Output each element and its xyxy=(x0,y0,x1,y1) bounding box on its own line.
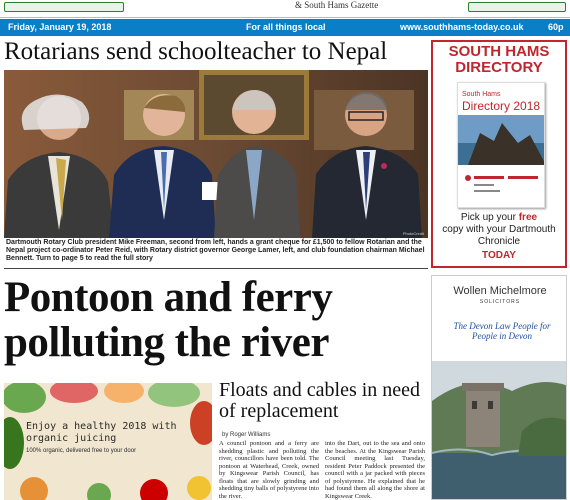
article-column-1: A council pontoon and a ferry are shedding plastic and polluting the river, councillors have been told. The pontoon at Waterhead, Creek, owned by Kingswear Parish Council, has floats that are slowly grinding and shedding tiny balls of polystyrene into the river. xyxy=(219,440,319,500)
solicitor-ad-image xyxy=(432,361,567,500)
solicitor-name: Wollen Michelmore xyxy=(453,285,547,297)
masthead-right-badge xyxy=(468,2,566,12)
directory-ad-title xyxy=(433,44,565,76)
directory-today: TODAY xyxy=(482,250,516,261)
magazine-cover-image xyxy=(458,83,545,208)
solicitor-tagline: The Devon Law People for People in Devon xyxy=(453,321,551,341)
directory-pickup-text xyxy=(433,212,565,248)
photo-credit: PhotoCredit xyxy=(402,231,424,236)
juicing-headline: Enjoy a healthy 2018 with organic juicing xyxy=(26,421,177,444)
lead-headline: Rotarians send schoolteacher to Nepal xyxy=(4,38,388,65)
main-headline: Pontoon and ferry polluting the river xyxy=(4,274,333,366)
directory-advert[interactable] xyxy=(431,40,567,268)
directory-title-line2: DIRECTORY xyxy=(455,59,543,76)
directory-title-line1: SOUTH HAMS xyxy=(448,43,550,60)
magazine-subtitle: Directory 2018 xyxy=(462,99,541,113)
photo-caption: Dartmouth Rotary Club president Mike Freeman, second from left, hands a grant cheque for £1,500 to fellow Rotarian and the Nepal project co-ordinator Peter Reid, with Rotary district governor George Lamer, left, and club foundation chairman Michael Bennett. Turn to page 5 to read the full story xyxy=(6,239,425,262)
pick-free: free xyxy=(518,212,538,223)
lead-photo-image xyxy=(4,70,428,238)
directory-magazine-cover xyxy=(457,82,545,208)
magazine-title: South Hams xyxy=(462,91,501,98)
juicing-advert[interactable] xyxy=(4,383,212,500)
section-divider xyxy=(4,268,428,269)
paper-slogan: For all things local xyxy=(246,22,326,32)
issue-date: Friday, January 19, 2018 xyxy=(8,22,112,32)
article-byline: by Roger Williams xyxy=(222,432,271,438)
solicitors-advert[interactable] xyxy=(431,275,567,500)
cover-price: 60p xyxy=(548,22,564,32)
masthead-strip xyxy=(0,0,570,18)
website-url[interactable]: www.southhams-today.co.uk xyxy=(400,22,524,32)
solicitor-subtitle: SOLICITORS xyxy=(479,299,521,305)
article-column-2: into the Dart, out to the sea and onto the beaches. At the Kingswear Parish Council meeting last Tuesday, resident Peter Paddock presented the council with a jar packed with pieces of polystyrene. He explained that he had found them all along the shore at Kingswear Creek. xyxy=(325,440,425,500)
lead-photo xyxy=(4,70,428,238)
pick-text: Pick up your xyxy=(460,212,516,223)
juicing-subline: 100% organic, delivered free to your door xyxy=(26,448,137,454)
date-bar xyxy=(0,19,570,36)
pick-rest: copy with your Dartmouth Chronicle xyxy=(442,224,556,247)
article-subheadline: Floats and cables in need of replacement xyxy=(219,379,421,422)
masthead-left-badge xyxy=(4,2,124,12)
masthead-tagline: & South Hams Gazette xyxy=(295,0,379,10)
